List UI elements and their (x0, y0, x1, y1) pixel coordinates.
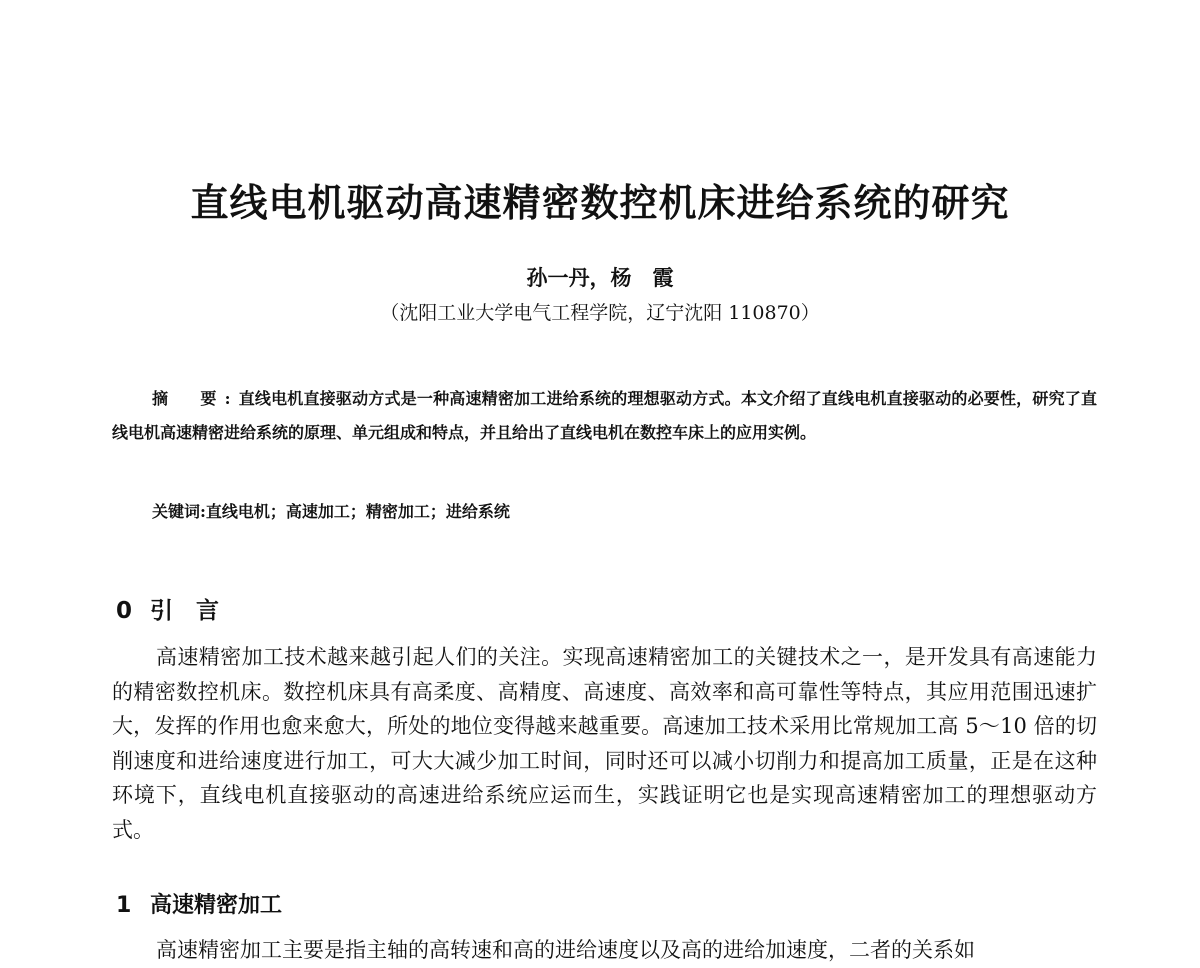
paper-title: 直线电机驱动高速精密数控机床进给系统的研究 (190, 181, 1010, 225)
author-list: 孙一丹，杨 霞 (526, 265, 674, 290)
section-number: 0 (116, 598, 133, 624)
keywords-label: 关键词: (152, 502, 206, 521)
abstract-label: 摘 要: (152, 389, 239, 408)
affiliation: （沈阳工业大学电气工程学院，辽宁沈阳 110870） (380, 302, 820, 324)
keywords (152, 496, 510, 528)
introduction-paragraph: 高速精密加工技术越来越引起人们的关注。实现高速精密加工的关键技术之一，是开发具有高速能力的精密数控机床。数控机床具有高柔度、高精度、高速度、高效率和高可靠性等特点，其应用范围迅速扩大，发挥的作用也愈来愈大，所处的地位变得越来越重要。高速加工技术采用比常规加工高 5～10 倍的切削速度和进给速度进行加工，可大大减少加工时间，同时还可以减小切削力和提高加工质量，正是在这种环境下，直线电机直接驱动的高速进给系统应运而生，实践证明它也是实现高速精密加工的理想驱动方式。 (112, 645, 1097, 842)
section-heading-high-speed-machining (116, 888, 282, 919)
section-number: 1 (116, 893, 132, 918)
abstract-text: 直线电机直接驱动方式是一种高速精密加工进给系统的理想驱动方式。本文介绍了直线电机直接驱动的必要性，研究了直线电机高速精密进给系统的原理、单元组成和特点，并且给出了直线电机在数控车床上的应用实例。 (112, 389, 1097, 442)
abstract (112, 382, 1097, 450)
section-1-paragraph: 高速精密加工主要是指主轴的高转速和高的进给速度以及高的进给加速度，二者的关系如 (156, 938, 975, 962)
section-title: 高速精密加工 (150, 893, 283, 918)
section-title: 引 言 (150, 598, 219, 624)
section-heading-introduction (116, 592, 219, 625)
keywords-text: 直线电机；高速加工；精密加工；进给系统 (205, 502, 510, 521)
